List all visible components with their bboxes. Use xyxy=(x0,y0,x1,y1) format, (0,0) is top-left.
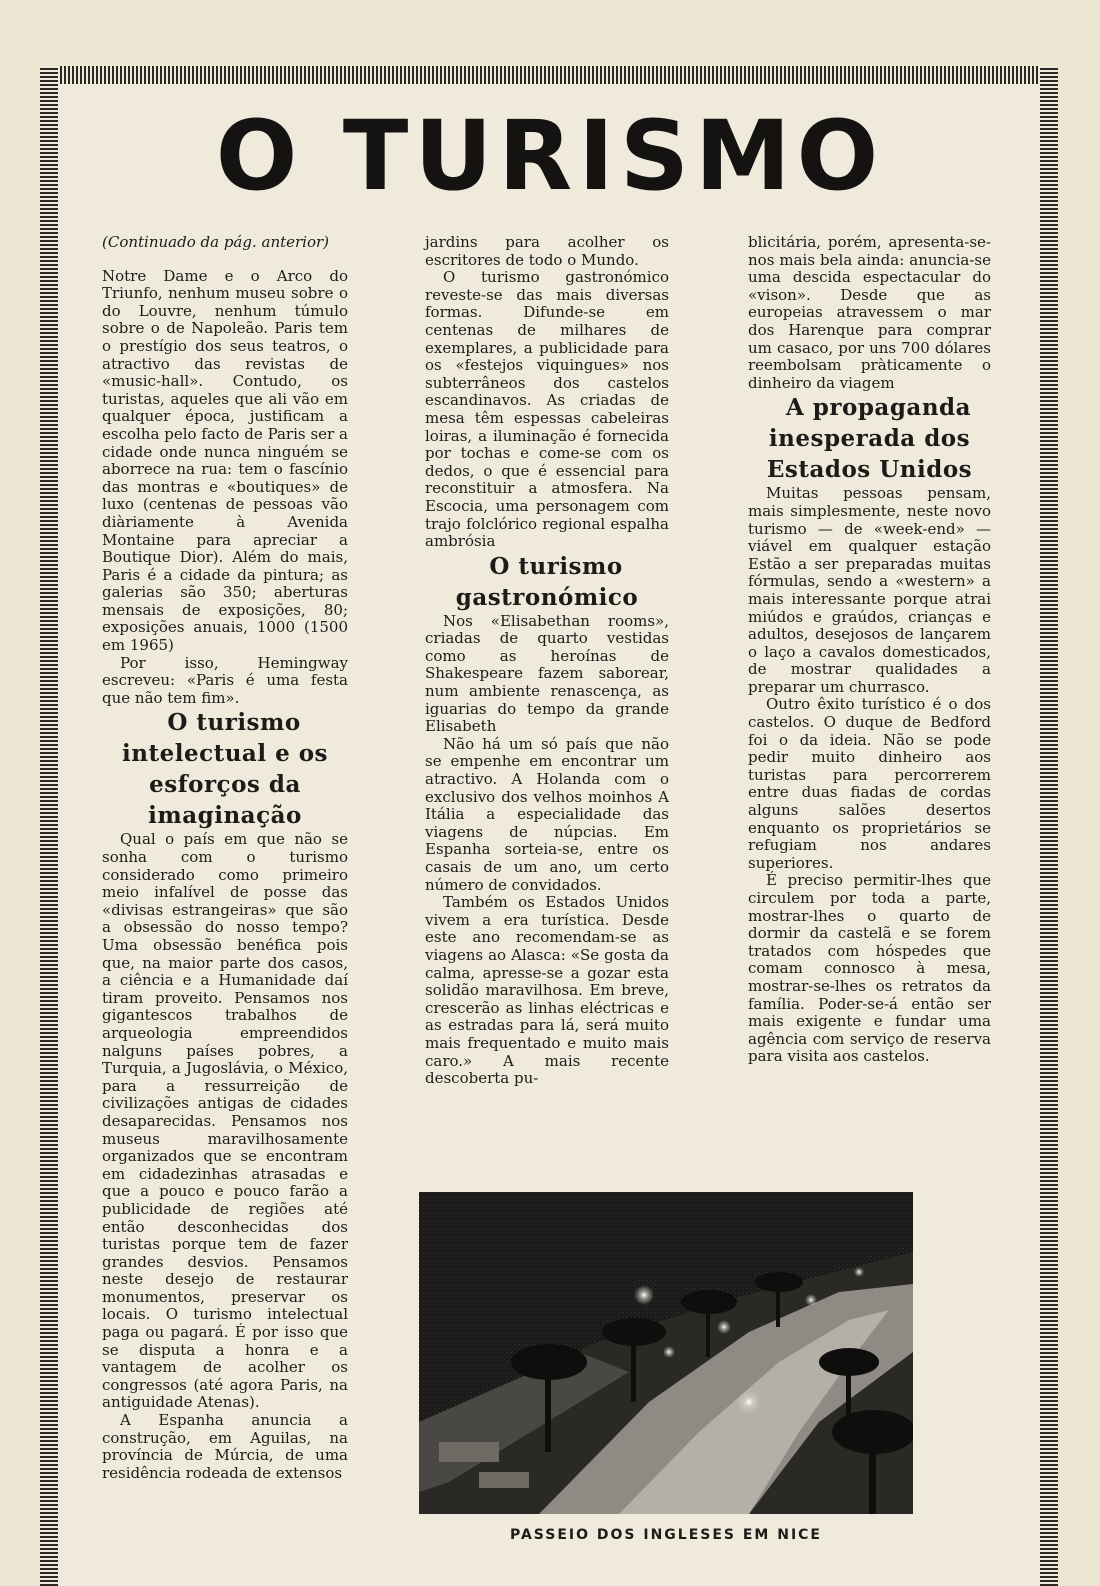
paragraph: Por isso, Hemingway escreveu: «Paris é uma festa que não tem fim». xyxy=(102,653,348,707)
paragraph: Também os Estados Unidos vivem a era turística. Desde este ano recomendam-se as viagens ao Alasca: «Se gosta da calma, apresse-se a gozar esta solidão maravilhosa. Em breve, crescerão as linhas eléctricas e as estradas para lá, será muito mais frequentado e muito mais caro.» A mais recente descoberta pu- xyxy=(425,893,669,1088)
section-heading-intellectual: O turismo intelectual e os esforços da imaginação xyxy=(121,709,328,830)
paragraph: Muitas pessoas pensam, mais simplesmente, neste novo turismo — de «week-end» — viável em qualquer estação Estão a ser preparadas muitas fórmulas, sendo a «western» a mais interessante porque atrai miúdos e graúdos, crianças e adultos, desejosos de lançarem o laço a cavalos domesticados, de mostrar qualidades a preparar um churrasco. xyxy=(748,484,991,696)
column-2 xyxy=(425,234,669,1088)
section-heading-gastronomic: O turismo gastronómico xyxy=(455,552,639,611)
night-photo xyxy=(419,1192,913,1514)
border-left xyxy=(40,66,58,1586)
paragraph: blicitária, porém, apresenta-se-nos mais bela ainda: anuncia-se uma descida espectacular do «vison». Desde que as europeias atravessem o mar dos Harenque para comprar um casaco, por uns 700 dólares reembolsam pràticamente o dinheiro da viagem xyxy=(748,233,991,392)
column-3 xyxy=(748,234,991,1066)
border-right xyxy=(1040,66,1058,1586)
continued-note: (Continuado da pág. anterior) xyxy=(102,233,330,251)
paragraph: É preciso permitir-lhes que circulem por toda a parte, mostrar-lhes o quarto de dormir da castelã e se forem tratados com hóspedes que comam connosco à mesa, mostrar-se-lhes os retratos da família. Poder-se-á então ser mais exigente e fundar uma agência com serviço de reserva para visita aos castelos. xyxy=(748,871,991,1066)
paragraph: Nos «Elisabethan rooms», criadas de quarto vestidas como as heroínas de Shakespeare fazem saborear, num ambiente renascença, as iguarias do tempo da grande Elisabeth xyxy=(425,611,669,736)
paragraph: Não há um só país que não se empenhe em encontrar um atractivo. A Holanda com o exclusivo dos velhos moinhos A Itália a especialidade das viagens de núpcias. Em Espanha sorteia-se, entre os casais de um ano, um certo número de convidados. xyxy=(425,734,669,894)
paragraph: Notre Dame e o Arco do Triunfo, nenhum museu sobre o do Louvre, nenhum túmulo sobre o de Napoleão. Paris tem o prestígio dos seus teatros, o atractivo das revistas de «music-hall». Contudo, os turistas, aqueles que ali vão em qualquer época, justificam a escolha pelo facto de Paris ser a cidade onde nunca ninguém se aborrece na rua: tem o fascínio das montras e «boutiques» de luxo (centenas de pessoas vão diàriamente à Avenida Montaine para apreciar a Boutique Dior). Além do mais, Paris é a cidade da pintura; as galerias são 350; aberturas mensais de exposições, 80; exposições anuais, 1000 (1500 em 1965) xyxy=(102,266,348,655)
photo-caption: PASSEIO DOS INGLESES EM NICE xyxy=(509,1527,822,1543)
paragraph: A Espanha anuncia a construção, em Aguilas, na província de Múrcia, de uma residência rodeada de extensos xyxy=(102,1411,348,1482)
promenade-night-image xyxy=(419,1192,913,1514)
column-1 xyxy=(102,234,348,1482)
paragraph: jardins para acolher os escritores de todo o Mundo. xyxy=(425,233,669,269)
paragraph: Qual o país em que não se sonha com o turismo considerado como primeiro meio infalível de posse das «divisas estrangeiras» que são a obsessão do nosso tempo? Uma obsessão benéfica pois que, na maior parte dos casos, a ciência e a Humanidade daí tiram proveito. Pensamos nos gigantescos trabalhos de arqueologia empreendidos nalguns países pobres, a Turquia, a Jugoslávia, o México, para a ressurreição de civilizações antigas de cidades desaparecidas. Pensamos nos museus maravilhosamente organizados que se encontram em cidadezinhas atrasadas e que a pouco e pouco farão a publicidade de regiões até então desconhecidas dos turistas porque tem de fazer grandes desvios. Pensamos neste desejo de restaurar monumentos, preservar os locais. O turismo intelectual paga ou pagará. É por isso que se disputa a honra e a vantagem de acolher os congressos (até agora Paris, na antiguidade Atenas). xyxy=(102,830,348,1412)
section-heading-propaganda: A propaganda inesperada dos Estados Unidos xyxy=(766,394,973,484)
border-top xyxy=(40,66,1058,84)
article-title: O TURISMO xyxy=(215,100,885,212)
paragraph: Outro êxito turístico é o dos castelos. O duque de Bedford foi o da ideia. Não se pode pedir muito dinheiro aos turistas para percorrerem entre duas fiadas de cordas alguns salões desertos enquanto os proprietários se refugiam nos andares superiores. xyxy=(748,695,991,872)
paragraph: O turismo gastronómico reveste-se das mais diversas formas. Difunde-se em centenas de milhares de exemplares, a publicidade para os «festejos viquingues» nos subterrâneos dos castelos escandinavos. As criadas de mesa têm espessas cabeleiras loiras, a iluminação é fornecida por tochas e come-se com os dedos, o que é essencial para reconstituir a atmosfera. Na Escocia, uma personagem com trajo folclórico regional espalha ambrósia xyxy=(425,268,669,551)
